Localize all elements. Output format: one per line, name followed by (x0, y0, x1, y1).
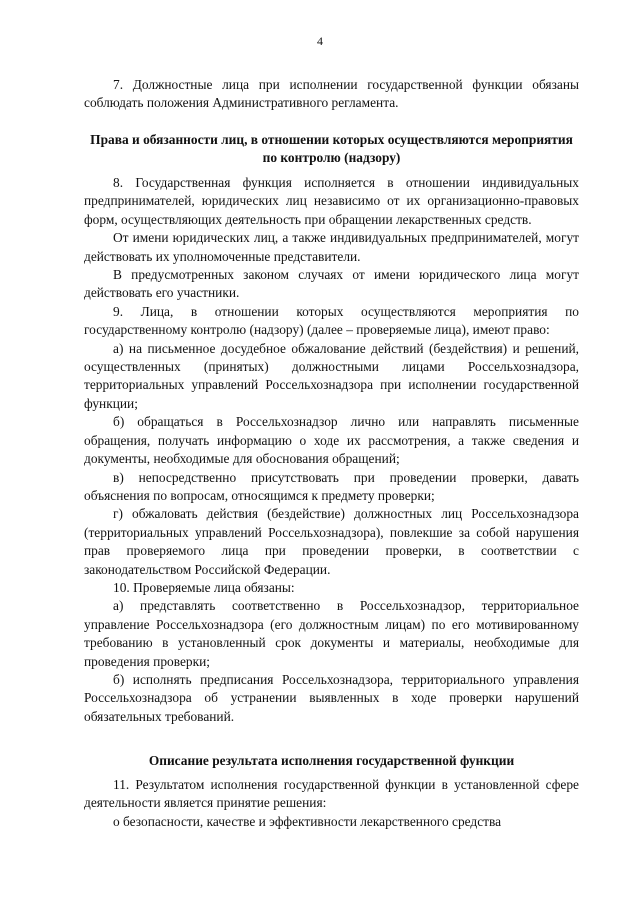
section-intro (84, 76, 579, 113)
paragraph-11-continued: о безопасности, качестве и эффективности лекарственного средства (113, 813, 502, 829)
paragraph-9g: г) обжаловать действия (бездействие) должностных лиц Россельхознадзора (территориальных управлений Россельхознадзора), повлекшие за собой нарушения прав проверяемого лица при проведении проверки, в соответствии с законодательством Российской Федерации. (84, 506, 579, 577)
paragraph-9v: в) непосредственно присутствовать при проведении проверки, давать объяснения по вопросам, относящимся к предмету проверки; (84, 469, 579, 503)
paragraph-9b: б) обращаться в Россельхознадзор лично или направлять письменные обращения, получать информацию о ходе их рассмотрения, а также сведения и документы, необходимые для обоснования обращений; (84, 414, 579, 467)
paragraph-9: 9. Лица, в отношении которых осуществляются мероприятия по государственному контролю (надзору) (далее – проверяемые лица), имеют право: (84, 303, 579, 338)
paragraph-participants: В предусмотренных законом случаях от имени юридического лица могут действовать его участники. (84, 267, 579, 301)
paragraph-representatives: От имени юридических лиц, а также индивидуальных предпринимателей, могут действовать их уполномоченные представители. (84, 230, 579, 264)
paragraph-10: 10. Проверяемые лица обязаны: (113, 579, 295, 595)
paragraph-9a: а) на письменное досудебное обжалование действий (бездействия) и решений, осуществленных (принятых) должностными лицами Россельхознадзора, территориальных управлений Россельхознадзора при исполнении государственной функции; (84, 340, 579, 411)
paragraph-10b: б) исполнять предписания Россельхознадзора, территориального управления Россельхознадзора об устранении выявленных в ходе проверки нарушений обязательных требований. (84, 671, 579, 724)
section-rights-obligations (84, 174, 579, 726)
paragraph-7: 7. Должностные лица при исполнении государственной функции обязаны соблюдать положения Административного регламента. (84, 77, 579, 111)
paragraph-10a: а) представлять соответственно в Россельхознадзор, территориальное управление Россельхознадзора (его должностным лицам) по его мотивированному требованию в установленный срок документы и материалы, необходимые для проведения проверки; (84, 598, 579, 669)
paragraph-11: 11. Результатом исполнения государственной функции в установленной сфере деятельности является принятие решения: (84, 777, 579, 811)
heading-rights-obligations: Права и обязанности лиц, в отношении которых осуществляются мероприятия по контролю (надзору) (90, 132, 573, 166)
paragraph-8: 8. Государственная функция исполняется в отношении индивидуальных предпринимателей, юридических лиц независимо от их организационно-правовых форм, осуществляющих деятельность при обращении лекарственных средств. (84, 175, 579, 227)
section-result (84, 776, 579, 831)
page-number: 4 (317, 34, 323, 48)
heading-result-description: Описание результата исполнения государственной функции (148, 753, 515, 768)
